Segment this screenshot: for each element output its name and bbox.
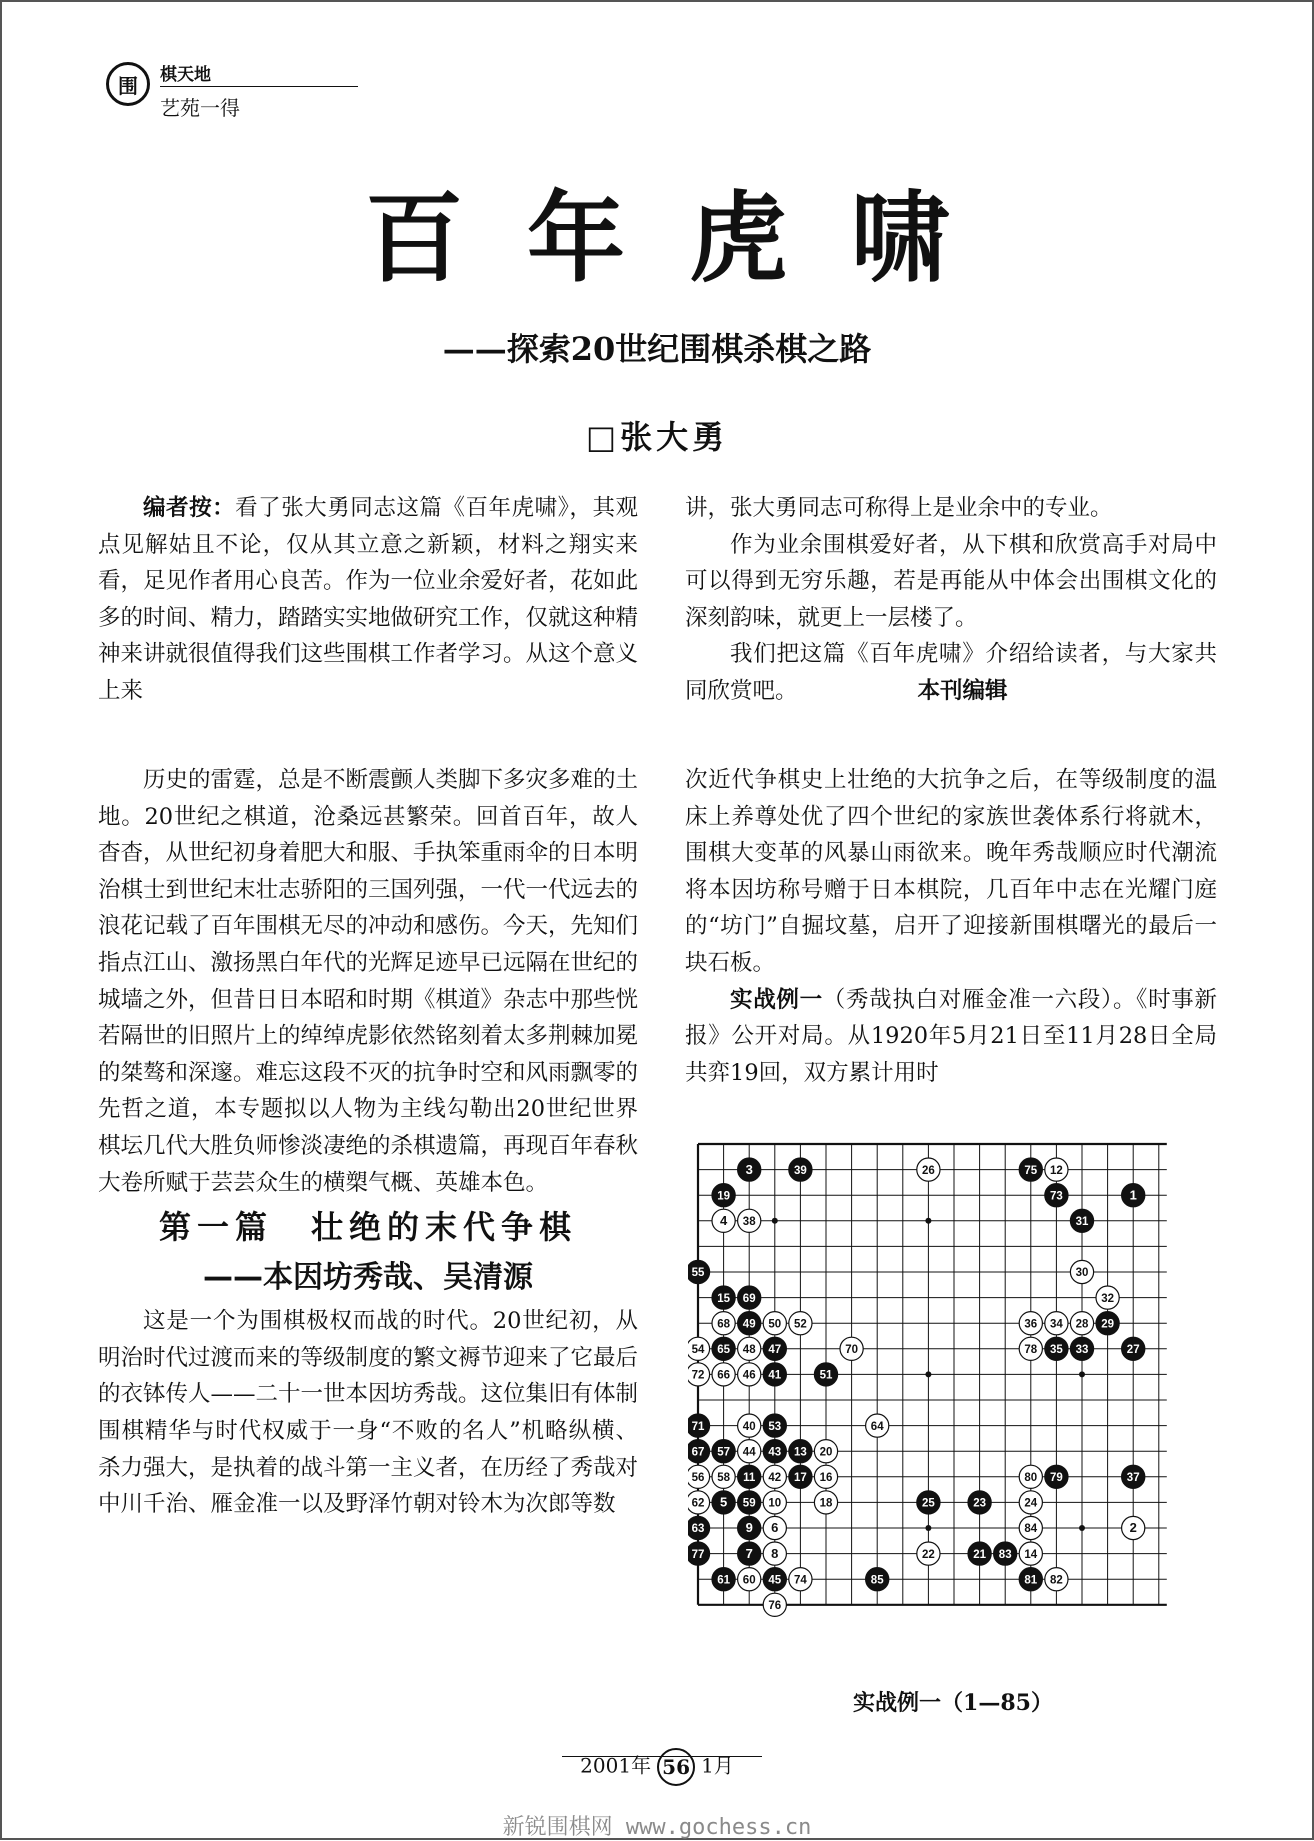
page-footer <box>0 1748 1314 1786</box>
body-left-column <box>98 762 638 1523</box>
example-description: （秀哉执白对雁金准一六段）。《时事新报》公开对局。从1920年5月21日至11月28日全局共弈19回，双方累计用时 <box>685 986 1217 1086</box>
stone-move-number: 54 <box>691 1344 705 1356</box>
stone-move-number: 48 <box>742 1344 756 1356</box>
page-number: 56 <box>657 1748 695 1786</box>
stone-move-number: 65 <box>717 1344 730 1356</box>
stone-move-number: 29 <box>1101 1318 1114 1331</box>
stone-move-number: 34 <box>1050 1318 1063 1331</box>
footer-month: 1月 <box>701 1753 734 1778</box>
stone-move-number: 46 <box>742 1369 756 1382</box>
stone-move-number: 26 <box>922 1164 935 1177</box>
stone-move-number: 36 <box>1024 1318 1038 1331</box>
stone-move-number: 62 <box>691 1497 705 1510</box>
stone-move-number: 67 <box>691 1446 705 1459</box>
stone-move-number: 53 <box>768 1420 782 1433</box>
stone-move-number: 59 <box>742 1497 756 1510</box>
stone-move-number: 69 <box>742 1292 756 1305</box>
stone-move-number: 2 <box>1129 1520 1137 1536</box>
stone-move-number: 7 <box>745 1545 753 1561</box>
article-title: 百年虎啸 <box>364 182 1013 296</box>
stone-move-number: 73 <box>1050 1190 1063 1203</box>
section-name: 艺苑一得 <box>160 96 240 120</box>
stone-move-number: 83 <box>998 1548 1012 1561</box>
stone-move-number: 21 <box>973 1548 986 1561</box>
stone-move-number: 74 <box>794 1574 807 1587</box>
star-point <box>1079 1371 1085 1377</box>
go-board <box>688 1136 1218 1664</box>
stone-move-number: 81 <box>1024 1574 1038 1587</box>
stone-move-number: 28 <box>1075 1318 1089 1331</box>
stone-move-number: 14 <box>1024 1548 1038 1561</box>
stone-move-number: 68 <box>717 1318 730 1331</box>
stone-move-number: 50 <box>768 1318 782 1331</box>
stone-move-number: 31 <box>1075 1216 1089 1228</box>
stone-move-number: 52 <box>794 1318 807 1331</box>
stone-move-number: 44 <box>742 1446 756 1459</box>
stone-move-number: 70 <box>845 1344 858 1356</box>
editor-note-para-3: 我们把这篇《百年虎啸》介绍给读者，与大家共同欣赏吧。 <box>685 641 1217 704</box>
editor-signature: 本刊编辑 <box>917 677 1008 704</box>
stone-move-number: 23 <box>973 1497 986 1510</box>
editor-note-left <box>98 490 638 710</box>
star-point <box>925 1218 931 1224</box>
stone-move-number: 75 <box>1024 1164 1038 1177</box>
stone-move-number: 78 <box>1024 1344 1038 1356</box>
stone-move-number: 40 <box>742 1420 756 1433</box>
stone-move-number: 19 <box>717 1190 730 1203</box>
stone-move-number: 85 <box>870 1574 884 1587</box>
stone-move-number: 30 <box>1075 1267 1089 1280</box>
article-subtitle: ——探索20世纪围棋杀棋之路 <box>442 330 872 368</box>
stone-move-number: 56 <box>691 1472 705 1484</box>
stone-move-number: 66 <box>717 1369 730 1382</box>
editor-note-para-1: 讲，张大勇同志可称得上是业余中的专业。 <box>685 495 1113 521</box>
stone-move-number: 64 <box>870 1420 884 1433</box>
stone-move-number: 58 <box>717 1472 730 1484</box>
stone-move-number: 47 <box>768 1344 782 1356</box>
stone-move-number: 63 <box>691 1523 705 1536</box>
stone-move-number: 18 <box>819 1497 833 1510</box>
stone-move-number: 5 <box>719 1494 728 1510</box>
stone-move-number: 79 <box>1050 1472 1063 1484</box>
stone-move-number: 60 <box>742 1574 756 1587</box>
stone-move-number: 41 <box>768 1369 782 1382</box>
stone-move-number: 4 <box>719 1213 728 1228</box>
stone-move-number: 17 <box>794 1472 807 1484</box>
stone-move-number: 38 <box>742 1216 756 1228</box>
stone-move-number: 51 <box>819 1369 833 1382</box>
stone-move-number: 80 <box>1024 1472 1038 1484</box>
article-author: □张大勇 <box>585 418 729 456</box>
stone-move-number: 32 <box>1101 1292 1114 1305</box>
stone-move-number: 77 <box>691 1548 705 1561</box>
stone-move-number: 11 <box>743 1472 756 1484</box>
stone-move-number: 24 <box>1024 1497 1038 1510</box>
stone-move-number: 33 <box>1075 1344 1089 1356</box>
magazine-logo: 围 <box>106 62 150 106</box>
stone-move-number: 27 <box>1126 1344 1140 1356</box>
star-point <box>925 1371 931 1377</box>
stone-move-number: 22 <box>922 1548 935 1561</box>
stone-move-number: 42 <box>768 1472 782 1484</box>
stone-move-number: 71 <box>691 1420 705 1433</box>
stone-move-number: 6 <box>771 1520 779 1536</box>
body-paragraph-intro: 历史的雷霆，总是不断震颤人类脚下多灾多难的土地。20世纪之棋道，沧桑远甚繁荣。回首百年，故人杳杳，从世纪初身着肥大和服、手执笨重雨伞的日本明治棋士到世纪末壮志骄阳的三国列强，一代一代远去的浪花记载了百年围棋无尽的冲动和感伤。今天，先知们指点江山、激扬黑白年代的光辉足迹早已远隔在世纪的城墙之外，但昔日日本昭和时期《棋道》杂志中那些恍若隔世的旧照片上的绰绰虎影依然铭刻着太多荆棘加冕的桀骜和深邃。难忘这段不灭的抗争时空和风雨飘零的先哲之道，本专题拟以人物为主线勾勒出20世纪世界棋坛几代大胜负师惨淡凄绝的杀棋遗篇，再现百年春秋大卷所赋于芸芸众生的横槊气概、英雄本色。 <box>98 767 639 1196</box>
stone-move-number: 9 <box>745 1520 753 1536</box>
stone-move-number: 84 <box>1024 1523 1038 1536</box>
stone-move-number: 72 <box>691 1369 705 1382</box>
stone-move-number: 82 <box>1050 1574 1063 1587</box>
stone-move-number: 12 <box>1050 1164 1063 1177</box>
stone-move-number: 13 <box>794 1446 807 1459</box>
header-divider <box>160 86 358 87</box>
star-point <box>772 1218 778 1224</box>
example-label: 实战例一 <box>730 986 823 1013</box>
stone-move-number: 35 <box>1050 1344 1063 1356</box>
stone-move-number: 8 <box>771 1545 779 1561</box>
stone-move-number: 37 <box>1126 1472 1140 1484</box>
diagram-caption: 实战例一（1—85） <box>853 1690 1053 1716</box>
stone-move-number: 3 <box>745 1161 753 1177</box>
editor-note-label: 编者按： <box>143 495 236 521</box>
stone-move-number: 61 <box>717 1574 730 1587</box>
editor-note-para-2: 作为业余围棋爱好者，从下棋和欣赏高手对局中可以得到无穷乐趣，若是再能从中体会出围棋文化的深刻韵味，就更上一层楼了。 <box>685 531 1217 631</box>
stone-move-number: 16 <box>819 1472 833 1484</box>
go-board-diagram <box>688 1136 1218 1664</box>
editor-note-right <box>685 490 1217 710</box>
body-right-column <box>685 762 1217 1091</box>
body-paragraph-continued: 次近代争棋史上壮绝的大抗争之后，在等级制度的温床上养尊处优了四个世纪的家族世袭体系行将就木，围棋大变革的风暴山雨欲来。晚年秀哉顺应时代潮流将本因坊称号赠于日本棋院，几百年中志在光耀门庭的“坊门”自掘坟墓，启开了迎接新围棋曙光的最后一块石板。 <box>685 767 1217 976</box>
chapter-title: 第一篇 壮绝的末代争棋 <box>158 1208 577 1247</box>
stone-move-number: 15 <box>717 1292 730 1305</box>
stone-move-number: 10 <box>768 1497 782 1510</box>
stone-move-number: 57 <box>717 1446 730 1459</box>
stone-move-number: 45 <box>768 1574 782 1587</box>
column-name: 棋天地 <box>160 65 211 85</box>
body-paragraph-era: 这是一个为围棋极权而战的时代。20世纪初，从明治时代过渡而来的等级制度的繁文褥节迎来了它最后的衣钵传人——二十一世本因坊秀哉。这位集旧有体制围棋精华与时代权威于一身“不败的名人”机略纵横、杀力强大，是执着的战斗第一主义者，在历经了秀哉对中川千治、雁金准一以及野泽竹朝对铃木为次郎等数 <box>98 1308 639 1518</box>
star-point <box>1079 1525 1085 1531</box>
stone-move-number: 76 <box>768 1600 782 1612</box>
footer-year: 2001年 <box>580 1753 652 1778</box>
stone-move-number: 1 <box>1129 1187 1137 1203</box>
stone-move-number: 25 <box>922 1497 935 1510</box>
stone-move-number: 39 <box>794 1164 807 1177</box>
stone-move-number: 20 <box>819 1446 833 1459</box>
stone-move-number: 55 <box>691 1267 705 1280</box>
site-watermark: 新锐围棋网 www.gochess.cn <box>502 1815 812 1840</box>
chapter-subtitle: ——本因坊秀哉、吴清源 <box>203 1260 533 1296</box>
stone-move-number: 43 <box>768 1446 782 1459</box>
star-point <box>925 1525 931 1531</box>
stone-move-number: 49 <box>742 1318 756 1331</box>
editor-note-text: 看了张大勇同志这篇《百年虎啸》，其观点见解姑且不论，仅从其立意之新颖，材料之翔实来看，足见作者用心良苦。作为一位业余爱好者，花如此多的时间、精力，踏踏实实地做研究工作，仅就这种精神来讲就很值得我们这些围棋工作者学习。从这个意义上来 <box>98 495 639 704</box>
